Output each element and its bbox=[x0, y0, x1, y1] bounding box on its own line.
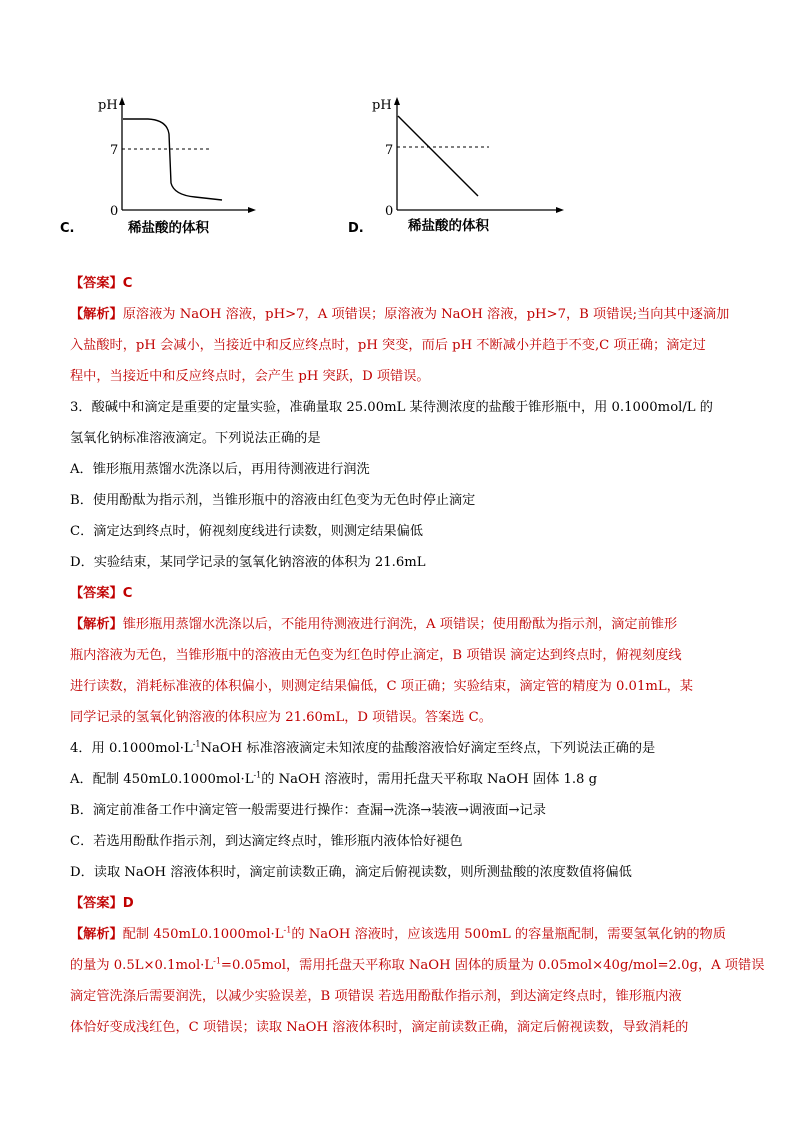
explanation-1-line-2: 入盐酸时，pH 会减小，当接近中和反应终点时，pH 突变，而后 pH 不断减小并趋于不变,C 项正确；滴定过 bbox=[70, 338, 706, 353]
xlabel-c: 稀盐酸的体积 bbox=[128, 220, 209, 236]
explanation-1-line-3: 程中，当接近中和反应终点时，会产生 pH 突跃，D 项错误。 bbox=[70, 369, 430, 384]
answer-3: 【答案】C bbox=[70, 586, 133, 601]
explanation-3-line-4: 同学记录的氢氧化钠溶液的体积应为 21.60mL，D 项错误。答案选 C。 bbox=[70, 710, 492, 725]
ylabel-c: pH bbox=[98, 98, 118, 113]
question-3-option-c: C．滴定达到终点时，俯视刻度线进行读数，则测定结果偏低 bbox=[70, 524, 423, 539]
x-axis-arrow-d bbox=[556, 207, 564, 213]
question-3-option-a: A．锥形瓶用蒸馏水洗涤以后，再用待测液进行润洗 bbox=[70, 462, 370, 477]
question-4-option-d: D．读取 NaOH 溶液体积时，滴定前读数正确，滴定后俯视读数，则所测盐酸的浓度数值将偏低 bbox=[70, 865, 632, 880]
explanation-4-line-1: 【解析】配制 $450mL0.1000mol\cdot L^{-1}$的 NaOH 溶液时，应该选用 500mL 的容量瓶配制，需要氢氧化钠的物质 bbox=[70, 925, 726, 942]
xlabel-d: 稀盐酸的体积 bbox=[408, 218, 489, 234]
question-4-option-a: A．配制 $450mL0.1000mol\cdot L^{-1}$的 NaOH 溶液时，需用托盘天平称取 NaOH 固体 1.8 g bbox=[70, 770, 598, 787]
figure-d-graph bbox=[348, 88, 568, 238]
explanation-3-line-3: 进行读数，消耗标准液的体积偏小，则测定结果偏低，C 项正确；实验结束，滴定管的精度为 0.01mL，某 bbox=[70, 679, 693, 694]
explanation-3-line-1: 【解析】锥形瓶用蒸馏水洗涤以后，不能用待测液进行润洗，A 项错误；使用酚酞为指示剂，滴定前锥形 bbox=[70, 617, 678, 632]
question-3-line-2: 氢氧化钠标准溶液滴定。下列说法正确的是 bbox=[70, 431, 321, 446]
figure-c-letter: C. bbox=[60, 221, 75, 236]
titration-curve-c bbox=[123, 119, 222, 200]
ytick-7-c: 7 bbox=[110, 143, 119, 158]
figure-d-letter: D. bbox=[348, 221, 364, 236]
x-axis-arrow-c bbox=[248, 207, 256, 213]
question-4-line-1: 4．用 $0.1000mol\cdot L^{-1}NaOH$ 标准溶液滴定未知浓度的盐酸溶液恰好滴定至终点，下列说法正确的是 bbox=[70, 739, 656, 756]
linear-line-d bbox=[398, 116, 478, 196]
question-3-option-b: B．使用酚酞为指示剂，当锥形瓶中的溶液由红色变为无色时停止滴定 bbox=[70, 493, 476, 508]
figure-d bbox=[348, 88, 568, 238]
answer-c: 【答案】C bbox=[70, 276, 133, 291]
y-axis-arrow-d bbox=[394, 97, 400, 105]
question-4-option-b: B．滴定前准备工作中滴定管一般需要进行操作：查漏→洗涤→装液→调液面→记录 bbox=[70, 803, 546, 818]
text-content bbox=[70, 268, 765, 1043]
explanation-4-line-3: 滴定管洗涤后需要润洗，以减少实验误差，B 项错误 若选用酚酞作指示剂，到达滴定终点时，锥形瓶内液 bbox=[70, 989, 682, 1004]
explanation-1-line-1: 【解析】原溶液为 NaOH 溶液，pH>7，A 项错误；原溶液为 NaOH 溶液，pH>7，B 项错误;当向其中逐滴加 bbox=[70, 307, 730, 322]
question-4-option-c: C．若选用酚酞作指示剂，到达滴定终点时，锥形瓶内液体恰好褪色 bbox=[70, 834, 463, 849]
figure-c-graph bbox=[60, 88, 260, 238]
figure-c bbox=[60, 88, 260, 238]
explanation-3-line-2: 瓶内溶液为无色，当锥形瓶中的溶液由无色变为红色时停止滴定，B 项错误 滴定达到终点时，俯视刻度线 bbox=[70, 648, 682, 663]
origin-d: 0 bbox=[385, 204, 394, 219]
ylabel-d: pH bbox=[372, 98, 392, 113]
question-3-line-1: 3．酸碱中和滴定是重要的定量实验，准确量取 25.00mL 某待测浓度的盐酸于锥形瓶中，用 0.1000mol/L 的 bbox=[70, 400, 713, 415]
answer-4: 【答案】D bbox=[70, 896, 134, 911]
explanation-4-line-2: 的量为 $0.5L\times 0.1mol\cdot L^{-1}=0.05mol$，需用托盘天平称取 NaOH 固体的质量为 0.05mol×40g/mol=2.0g，A 项错误 bbox=[70, 956, 765, 973]
figure-row bbox=[60, 88, 620, 238]
explanation-4-line-4: 体恰好变成浅红色，C 项错误；读取 NaOH 溶液体积时，滴定前读数正确，滴定后俯视读数，导致消耗的 bbox=[70, 1020, 689, 1035]
y-axis-arrow-c bbox=[119, 97, 125, 105]
question-3-option-d: D．实验结束，某同学记录的氢氧化钠溶液的体积为 21.6mL bbox=[70, 555, 426, 570]
ytick-7-d: 7 bbox=[385, 143, 394, 158]
origin-c: 0 bbox=[110, 204, 119, 219]
